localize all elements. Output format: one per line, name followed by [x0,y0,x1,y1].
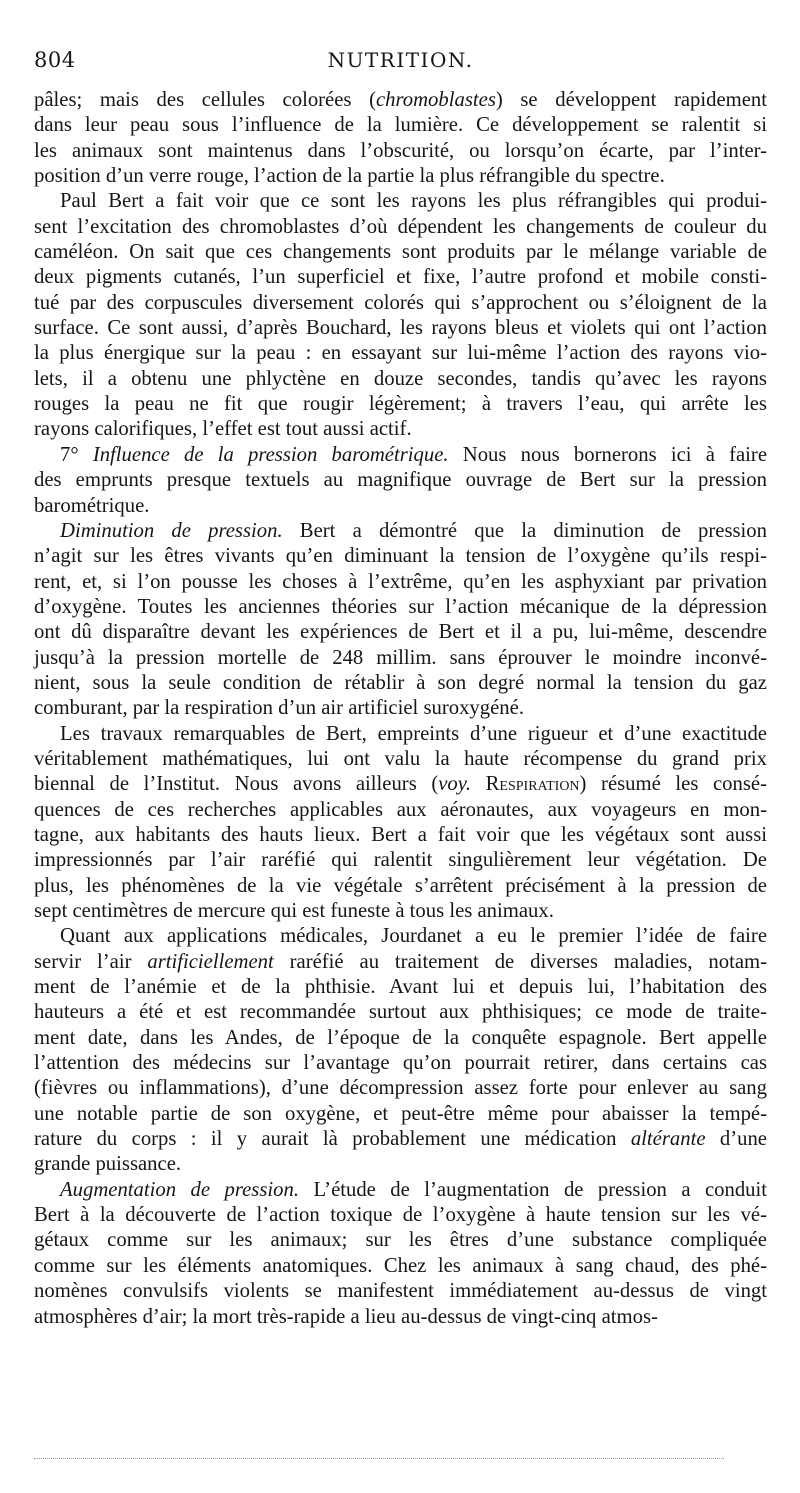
text-line [34,265,767,290]
text-run: jusqu’à la pression mortelle de 248 millim. sans éprouver le moindre inconvé- [34,646,767,669]
text-line [34,1026,767,1051]
text-run: atmosphères d’air; la mort très-rapide a lieu au-dessus de vingt-cinq atmos- [34,1305,658,1328]
text-run: comme sur les éléments anatomiques. Chez les animaux à sang chaud, des phé- [34,1254,767,1277]
page-header [34,48,767,80]
text-run: la plus énergique sur la peau : en essayant sur lui-même l’action des rayons vio- [34,342,767,365]
text-run: nient, sous la seule condition de rétablir à son degré normal la tension du gaz [34,671,767,694]
text-line [34,443,767,468]
text-line [34,671,767,696]
text-line [34,113,767,138]
text-run: dans leur peau sous l’influence de la lumière. Ce développement se ralentit si [34,114,767,137]
text-run: d’une [705,1128,767,1151]
text-run: d’oxygène. Toutes les anciennes théories sur l’action mécanique de la dépression [34,595,767,618]
text-run: des emprunts presque textuels au magnifique ouvrage de Bert sur la pression [34,469,767,492]
text-line [34,1254,767,1279]
text-line [34,1051,767,1076]
text-run: surface. Ce sont aussi, d’après Bouchard, les rayons bleus et violets qui ont l’action [34,317,767,340]
text-run: ) se développent rapidement [495,89,767,111]
text-run: comburant, par la respiration d’un air artificiel suroxygéné. [34,697,524,720]
text-line [34,1000,767,1025]
text-run: Les travaux remarquables de Bert, empreints d’une rigueur et d’une exactitude [60,722,767,745]
text-line [34,975,767,1000]
text-line [34,1228,767,1253]
text-line [34,1203,767,1228]
text-line [34,570,767,595]
body-text [34,88,767,1330]
text-run: Bert a démontré que la diminution de pression [282,519,767,542]
text-run: ment de l’anémie et de la phthisie. Avant lui et depuis lui, l’habitation des [34,976,767,999]
text-run: les animaux sont maintenus dans l’obscurité, ou lorsqu’on écarte, par l’inter- [34,139,767,162]
small-caps-run: Respiration [485,773,580,796]
text-line [34,1305,767,1330]
text-line [34,823,767,848]
text-line [34,924,767,949]
text-line [34,798,767,823]
text-line [34,747,767,772]
text-run: sent l’excitation des chromoblastes d’où dépendent les changements de couleur du [34,215,767,238]
text-run: hauteurs a été et est recommandée surtout aux phthisiques; ce mode de traite- [34,1001,767,1024]
text-line [34,696,767,721]
text-line [34,392,767,417]
text-run: Quant aux applications médicales, Jourdanet a eu le premier l’idée de faire [60,925,767,948]
text-run: biennal de l’Institut. Nous avons ailleurs ( [34,773,439,796]
text-run: Paul Bert a fait voir que ce sont les rayons les plus réfrangibles qui produi- [60,190,767,213]
text-run: sept centimètres de mercure qui est funeste à tous les animaux. [34,900,554,922]
italic-run: voy. [438,773,471,796]
text-run: barométrique. [34,494,150,517]
text-line [34,620,767,645]
text-line [34,646,767,671]
text-line [34,316,767,341]
text-line [34,341,767,366]
italic-run: Influence de la pression barométrique. [92,443,449,466]
text-line [34,88,767,113]
text-line [34,595,767,620]
italic-run: artificiellement [147,950,274,973]
text-line [34,519,767,544]
text-line [34,1178,767,1203]
text-run: pâles; mais des cellules colorées ( [34,89,376,111]
text-line [34,1279,767,1304]
text-line [34,1127,767,1152]
italic-run: altérante [630,1128,706,1151]
text-run: Nous nous bornerons ici à faire [448,443,768,466]
text-run: gétaux comme sur les animaux; sur les êtres d’une substance compliquée [34,1229,767,1252]
text-run: ont dû disparaître devant les expériences de Bert et il a pu, lui-même, descendre [34,621,767,644]
text-line [34,189,767,214]
text-run: une notable partie de son oxygène, et peut-être même pour abaisser la tempé- [34,1102,767,1125]
text-run: véritablement mathématiques, lui ont valu la haute récompense du grand prix [34,747,767,770]
text-run: rent, et, si l’on pousse les choses à l’extrême, qu’en les asphyxiant par privation [34,570,767,593]
text-line [34,367,767,392]
text-run: grande puissance. [34,1153,182,1176]
text-run: lets, il a obtenu une phlyctène en douze secondes, tandis qu’avec les rayons [34,367,767,390]
text-run: deux pigments cutanés, l’un superficiel et fixe, l’autre profond et mobile consti- [34,266,767,289]
italic-run: Diminution de pression. [60,519,283,542]
italic-run: Augmentation de pression. [60,1178,299,1201]
text-line [34,417,767,442]
text-line [34,139,767,164]
text-run: (fièvres ou inflammations), d’une décompression assez forte pour enlever au sang [34,1077,767,1100]
text-run: ) résumé les consé- [579,773,767,796]
text-line [34,291,767,316]
text-line [34,722,767,747]
text-run: nomènes convulsifs violents se manifestent immédiatement au-dessus de vingt [34,1280,767,1303]
text-line [34,240,767,265]
text-run: rature du corps : il y aurait là probablement une médication [34,1128,631,1151]
text-run [471,773,486,795]
text-line [34,468,767,493]
text-run: l’attention des médecins sur l’avantage qu’on pourrait retirer, dans certains cas [34,1052,767,1075]
text-line [34,848,767,873]
text-line [34,950,767,975]
text-run: position d’un verre rouge, l’action de la partie la plus réfrangible du spectre. [34,165,665,188]
text-run: tagne, aux habitants des hauts lieux. Bert a fait voir que les végétaux sont aussi [34,823,767,846]
text-run: L’étude de l’augmentation de pression a conduit [299,1178,767,1201]
text-line [34,164,767,189]
text-line [34,899,767,924]
text-line [34,772,767,797]
text-run: tué par des corpuscules diversement colorés qui s’approchent ou s’éloignent de la [34,291,767,314]
text-line [34,1152,767,1177]
text-line [34,494,767,519]
text-line [34,1076,767,1101]
text-line [34,1102,767,1127]
text-run: rayons calorifiques, l’effet est tout aussi actif. [34,418,412,441]
text-run: ment date, dans les Andes, de l’époque de la conquête espagnole. Bert appelle [34,1026,767,1049]
running-title: NUTRITION. [327,48,474,72]
footer-dotted-rule [34,1458,724,1459]
page-number: 804 [34,48,76,72]
text-run: 7° [60,443,93,466]
text-run: raréfié au traitement de diverses maladies, notam- [273,950,767,973]
text-line [34,874,767,899]
text-run: n’agit sur les êtres vivants qu’en diminuant la tension de l’oxygène qu’ils respi- [34,545,767,568]
italic-run: chromoblastes [375,89,496,111]
text-run: servir l’air [34,950,148,973]
text-run: rouges la peau ne fit que rougir légèrement; à travers l’eau, qui arrête les [34,393,767,416]
text-run: impressionnés par l’air raréfié qui ralentit singulièrement leur végétation. De [34,849,767,872]
text-run: quences de ces recherches applicables aux aéronautes, aux voyageurs en mon- [34,798,767,821]
text-line [34,544,767,569]
text-run: caméléon. On sait que ces changements sont produits par le mélange variable de [34,241,767,264]
text-run: Bert à la découverte de l’action toxique de l’oxygène à haute tension sur les vé- [34,1204,767,1227]
text-line [34,215,767,240]
text-run: plus, les phénomènes de la vie végétale s’arrêtent précisément à la pression de [34,874,767,897]
